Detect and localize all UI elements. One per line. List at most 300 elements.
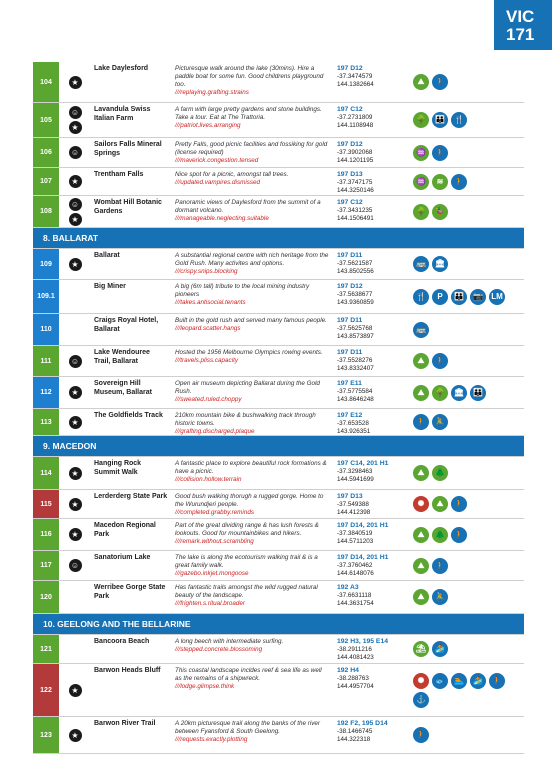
- latitude: -38.288763: [337, 675, 369, 682]
- rating-icons: [59, 377, 91, 408]
- activity-icons: [410, 103, 524, 137]
- rating-icons: [59, 457, 91, 489]
- longitude: 144.3250146: [337, 187, 374, 194]
- what3words-address: ///manageable.neglecting.suitable: [175, 215, 269, 222]
- activity-icon: 🌳: [413, 204, 429, 220]
- site-number: 122: [33, 664, 59, 716]
- site-name: Bancoora Beach: [94, 638, 150, 645]
- rating-icons: [59, 168, 91, 195]
- what3words-address: ///lodge.glimpse.think: [175, 683, 235, 690]
- longitude: 144.3631754: [337, 600, 374, 607]
- activity-icon: 🚶: [432, 74, 448, 90]
- activity-icon: ⛰: [413, 527, 429, 543]
- star-icon: ★: [69, 213, 82, 226]
- site-number: 114: [33, 457, 59, 489]
- activity-icon: 🚶: [489, 673, 505, 689]
- section-header: 8. BALLARAT: [33, 228, 524, 249]
- site-description: [171, 168, 334, 195]
- what3words-address: ///grafting.discharged.plaque: [175, 428, 255, 435]
- description-text: A fantastic place to explore beautiful rock formations & have a picnic.: [175, 460, 327, 475]
- what3words-address: ///collision.hollow.terrain: [175, 476, 242, 483]
- latitude: -37.3747175: [337, 179, 373, 186]
- what3words-address: ///updated.vampires.dismissed: [175, 179, 261, 186]
- site-name: Lerderderg State Park: [94, 493, 168, 500]
- coordinates: [334, 581, 410, 613]
- site-number: 109: [33, 249, 59, 279]
- site-number: 111: [33, 346, 59, 376]
- table-row[interactable]: [33, 519, 524, 551]
- rating-icons: [59, 280, 91, 313]
- latitude: -37.2731809: [337, 114, 373, 121]
- activity-icon: 👪: [451, 289, 467, 305]
- activity-icon: 📷: [470, 289, 486, 305]
- latitude: -37.3431235: [337, 207, 373, 214]
- description-text: A 20km picturesque trail along the banks of the river between Fyansford & South Geelong.: [175, 720, 321, 735]
- activity-icon: 🚴: [432, 414, 448, 430]
- table-row[interactable]: [33, 280, 524, 314]
- site-description: [171, 314, 334, 345]
- longitude: 144.6148076: [337, 570, 374, 577]
- map-reference: 197 D14, 201 H1: [337, 554, 389, 561]
- latitude: -37.3902068: [337, 149, 373, 156]
- star-icon: ★: [69, 498, 82, 511]
- activity-icon: 🏛: [432, 256, 448, 272]
- activity-icon: 🏄: [432, 641, 448, 657]
- activity-icon: ✺: [413, 673, 429, 689]
- longitude: 143.8332407: [337, 365, 374, 372]
- latitude: -37.549388: [337, 501, 369, 508]
- latitude: -37.5621587: [337, 260, 373, 267]
- map-reference: 197 C12: [337, 106, 363, 113]
- coordinates: [334, 196, 410, 227]
- site-name: Sovereign Hill Museum, Ballarat: [94, 380, 152, 396]
- coordinates: [334, 519, 410, 550]
- latitude: -38.2911216: [337, 646, 372, 653]
- longitude: 144.1506491: [337, 215, 374, 222]
- site-description: [171, 103, 334, 137]
- activity-icon: 🚶: [413, 727, 429, 743]
- site-description: [171, 519, 334, 550]
- site-number: 112: [33, 377, 59, 408]
- activity-icons: [410, 457, 524, 489]
- what3words-address: ///takes.antisocial.tenants: [175, 299, 246, 306]
- site-description: [171, 138, 334, 167]
- activity-icon: 🚶: [413, 414, 429, 430]
- activity-icon: 🌲: [432, 465, 448, 481]
- site-description: [171, 664, 334, 716]
- rating-icons: [59, 314, 91, 345]
- site-number: 110: [33, 314, 59, 345]
- activity-icon: ⛰: [413, 465, 429, 481]
- star-icon: ★: [69, 76, 82, 89]
- site-number: 109.1: [33, 280, 59, 313]
- activity-icons: [410, 664, 524, 716]
- site-name: Craigs Royal Hotel, Ballarat: [94, 317, 159, 333]
- site-number: 123: [33, 717, 59, 753]
- description-text: Built in the gold rush and served many famous people.: [175, 317, 327, 324]
- rating-icons: [59, 664, 91, 716]
- map-reference: 197 E11: [337, 380, 362, 387]
- latitude: -37.6631118: [337, 592, 372, 599]
- activity-icon: ⚓: [413, 692, 429, 708]
- map-reference: 197 D13: [337, 493, 363, 500]
- star-icon: ★: [69, 386, 82, 399]
- activity-icon: P: [432, 289, 448, 305]
- what3words-address: ///gazebo.inkjet.mongoose: [175, 570, 249, 577]
- activity-icons: [410, 280, 524, 313]
- activity-icon: 🚶: [432, 558, 448, 574]
- longitude: 143.926351: [337, 428, 371, 435]
- description-text: A farm with large pretty gardens and stone buildings. Take a tour. Eat at The Trattoria.: [175, 106, 322, 121]
- star-icon: ★: [69, 684, 82, 697]
- site-number: 105: [33, 103, 59, 137]
- site-description: [171, 280, 334, 313]
- activity-icons: [410, 377, 524, 408]
- activity-icons: [410, 581, 524, 613]
- map-reference: 197 D11: [337, 252, 363, 259]
- what3words-address: ///crispy.snips.blocking: [175, 268, 238, 275]
- coordinates: [334, 409, 410, 435]
- activity-icons: [410, 314, 524, 345]
- table-row[interactable]: [33, 249, 524, 280]
- activity-icons: [410, 138, 524, 167]
- site-name: Barwon River Trail: [94, 720, 156, 727]
- activity-icon: 🚴: [432, 589, 448, 605]
- activity-icons: [410, 551, 524, 580]
- longitude: 144.4957704: [337, 683, 374, 690]
- site-name: Wombat Hill Botanic Gardens: [94, 199, 162, 215]
- longitude: 144.5941699: [337, 476, 374, 483]
- map-reference: 197 D11: [337, 317, 363, 324]
- map-reference: 197 C12: [337, 199, 363, 206]
- table-row[interactable]: [33, 409, 524, 436]
- site-description: [171, 196, 334, 227]
- activity-icon: 🚶: [432, 145, 448, 161]
- what3words-address: ///patriot.lives.arranging: [175, 122, 241, 129]
- activity-icon: 🏛: [451, 385, 467, 401]
- site-number: 121: [33, 635, 59, 663]
- smiley-icon: ☺: [69, 198, 82, 211]
- site-description: [171, 551, 334, 580]
- site-name: Barwon Heads Bluff: [94, 667, 161, 674]
- activity-icon: 🌳: [413, 112, 429, 128]
- activity-icon: 🚶: [451, 496, 467, 512]
- longitude: 144.1201195: [337, 157, 374, 164]
- rating-icons: [59, 346, 91, 376]
- longitude: 144.1382664: [337, 81, 374, 88]
- site-description: [171, 635, 334, 663]
- coordinates: [334, 62, 410, 102]
- site-description: [171, 457, 334, 489]
- what3words-address: ///sweated.ruled.choppy: [175, 396, 242, 403]
- table-row[interactable]: [33, 62, 524, 103]
- site-description: [171, 717, 334, 753]
- description-text: This coastal landscape incldes reef & sea life as well as the remains of a shipwreck.: [175, 667, 322, 682]
- activity-icon: 🏊: [451, 673, 467, 689]
- rating-icons: [59, 635, 91, 663]
- activity-icon: 🚶: [451, 174, 467, 190]
- activity-icon: LM: [489, 289, 505, 305]
- activity-icons: [410, 635, 524, 663]
- what3words-address: ///frighten.s.ritual.broader: [175, 600, 246, 607]
- table-row[interactable]: [33, 717, 524, 754]
- activity-icon: 🦆: [432, 204, 448, 220]
- site-number: 104: [33, 62, 59, 102]
- latitude: -37.3298463: [337, 468, 373, 475]
- state-label: VIC: [506, 7, 535, 26]
- listing-table: [33, 62, 524, 754]
- rating-icons: [59, 551, 91, 580]
- description-text: Picturesque walk around the lake (30mins). Hire a paddle boat for some fun. Good childrens playground too.: [175, 65, 324, 88]
- map-reference: 192 H3, 195 E14: [337, 638, 389, 645]
- description-text: Has fantastic trails amongst the wild rugged natural beauty of the landscape.: [175, 584, 318, 599]
- star-icon: ★: [69, 121, 82, 134]
- rating-icons: [59, 196, 91, 227]
- description-text: Hosted the 1956 Melbourne Olympics rowing events.: [175, 349, 323, 356]
- activity-icon: 🏄: [470, 673, 486, 689]
- what3words-address: ///travels.pliss.capacity: [175, 357, 238, 364]
- longitude: 144.1108948: [337, 122, 374, 129]
- site-number: 116: [33, 519, 59, 550]
- map-reference: 192 H4: [337, 667, 359, 674]
- site-name: Sanatorium Lake: [94, 554, 151, 561]
- activity-icon: 🍴: [413, 289, 429, 305]
- rating-icons: [59, 490, 91, 518]
- site-number: 120: [33, 581, 59, 613]
- map-reference: 197 D12: [337, 65, 363, 72]
- description-text: 210km mountain bike & bushwalking track through historic towns.: [175, 412, 316, 427]
- site-number: 106: [33, 138, 59, 167]
- page-number: 171: [506, 25, 535, 44]
- table-row[interactable]: [33, 457, 524, 490]
- rating-icons: [59, 409, 91, 435]
- coordinates: [334, 377, 410, 408]
- activity-icon: 🚶: [451, 527, 467, 543]
- smiley-icon: ☺: [69, 559, 82, 572]
- table-row[interactable]: [33, 635, 524, 664]
- activity-icon: ⛰: [413, 74, 429, 90]
- rating-icons: [59, 519, 91, 550]
- activity-icon: 👪: [470, 385, 486, 401]
- star-icon: ★: [69, 467, 82, 480]
- rating-icons: [59, 103, 91, 137]
- description-text: Nice spot for a picnic, amongst tall trees.: [175, 171, 289, 178]
- coordinates: [334, 717, 410, 753]
- coordinates: [334, 280, 410, 313]
- site-number: 113: [33, 409, 59, 435]
- site-name: Hanging Rock Summit Walk: [94, 460, 142, 476]
- activity-icon: ♒: [413, 174, 429, 190]
- coordinates: [334, 457, 410, 489]
- activity-icon: 🚶: [432, 353, 448, 369]
- map-reference: 197 C14, 201 H1: [337, 460, 389, 467]
- rating-icons: [59, 138, 91, 167]
- rating-icons: [59, 62, 91, 102]
- activity-icons: [410, 409, 524, 435]
- page-tab: [494, 0, 552, 50]
- site-name: Big Miner: [94, 283, 126, 290]
- site-name: Ballarat: [94, 252, 120, 259]
- latitude: -37.5638677: [337, 291, 373, 298]
- section-header: 9. MACEDON: [33, 436, 524, 457]
- what3words-address: ///maverick.congestion.tensed: [175, 157, 259, 164]
- longitude: 144.322318: [337, 736, 371, 743]
- activity-icons: [410, 717, 524, 753]
- description-text: The lake is along the ecotourism walking trail & is a great family walk.: [175, 554, 318, 569]
- activity-icon: ⛰: [432, 496, 448, 512]
- site-name: Werribee Gorge State Park: [94, 584, 166, 600]
- description-text: A substantial regional centre with rich heritage from the Gold Rush. Many activites and options.: [175, 252, 329, 267]
- site-name: Macedon Regional Park: [94, 522, 156, 538]
- site-number: 117: [33, 551, 59, 580]
- activity-icons: [410, 168, 524, 195]
- smiley-icon: ☺: [69, 146, 82, 159]
- star-icon: ★: [69, 175, 82, 188]
- description-text: A long beech with intermediate surfing.: [175, 638, 284, 645]
- latitude: -37.3760462: [337, 562, 373, 569]
- table-row[interactable]: [33, 346, 524, 377]
- table-row[interactable]: [33, 664, 524, 717]
- site-name: Lavandula Swiss Italian Farm: [94, 106, 151, 122]
- coordinates: [334, 314, 410, 345]
- what3words-address: ///completed.grabby.reminds: [175, 509, 254, 516]
- section-header: 10. GEELONG AND THE BELLARINE: [33, 614, 524, 635]
- activity-icons: [410, 346, 524, 376]
- longitude: 144.412398: [337, 509, 371, 516]
- site-number: 107: [33, 168, 59, 195]
- activity-icon: 🚌: [413, 256, 429, 272]
- what3words-address: ///stepped.concrete.blossoming: [175, 646, 263, 653]
- rating-icons: [59, 581, 91, 613]
- site-name: Sailors Falls Mineral Springs: [94, 141, 162, 157]
- activity-icon: ≋: [432, 174, 448, 190]
- star-icon: ★: [69, 528, 82, 541]
- site-name: The Goldfields Track: [94, 412, 163, 419]
- longitude: 144.4081423: [337, 654, 374, 661]
- latitude: -37.3840519: [337, 530, 373, 537]
- activity-icons: [410, 490, 524, 518]
- activity-icons: [410, 62, 524, 102]
- longitude: 143.8502556: [337, 268, 374, 275]
- activity-icon: 🍴: [451, 112, 467, 128]
- map-reference: 197 D12: [337, 141, 363, 148]
- activity-icon: ⛰: [413, 353, 429, 369]
- what3words-address: ///replaying.grafting.strains: [175, 89, 249, 96]
- latitude: -37.653528: [337, 420, 369, 427]
- coordinates: [334, 138, 410, 167]
- activity-icon: ⛰: [413, 589, 429, 605]
- site-number: 115: [33, 490, 59, 518]
- latitude: -38.1466745: [337, 728, 373, 735]
- activity-icons: [410, 249, 524, 279]
- coordinates: [334, 551, 410, 580]
- longitude: 143.8646248: [337, 396, 374, 403]
- site-number: 108: [33, 196, 59, 227]
- activity-icon: ♒: [413, 145, 429, 161]
- description-text: Open air museum depicting Ballarat during the Gold Rush.: [175, 380, 320, 395]
- longitude: 144.5711203: [337, 538, 374, 545]
- map-reference: 197 D12: [337, 283, 363, 290]
- activity-icon: 🌲: [432, 527, 448, 543]
- longitude: 143.9360859: [337, 299, 374, 306]
- activity-icon: 🐟: [432, 673, 448, 689]
- activity-icon: 🚌: [413, 322, 429, 338]
- map-reference: 197 D11: [337, 349, 363, 356]
- site-description: [171, 581, 334, 613]
- latitude: -37.5528276: [337, 357, 373, 364]
- coordinates: [334, 664, 410, 716]
- map-reference: 197 D14, 201 H1: [337, 522, 389, 529]
- description-text: Good bush walking thorugh a rugged gorge. Home to the Wurundjeri people.: [175, 493, 324, 508]
- site-description: [171, 377, 334, 408]
- map-reference: 197 E12: [337, 412, 363, 419]
- star-icon: ★: [69, 258, 82, 271]
- description-text: Panoramic views of Daylesford from the summit of a dormant volcano.: [175, 199, 321, 214]
- activity-icon: ⛰: [413, 385, 429, 401]
- table-row[interactable]: [33, 168, 524, 196]
- star-icon: ★: [69, 416, 82, 429]
- site-description: [171, 346, 334, 376]
- latitude: -37.3474579: [337, 73, 373, 80]
- longitude: 143.8573897: [337, 333, 374, 340]
- what3words-address: ///leopard.scatter.hangs: [175, 325, 241, 332]
- what3words-address: ///requests.exactly.plotting: [175, 736, 248, 743]
- rating-icons: [59, 249, 91, 279]
- coordinates: [334, 635, 410, 663]
- latitude: -37.5625768: [337, 325, 373, 332]
- site-name: Lake Wendouree Trail, Ballarat: [94, 349, 150, 365]
- table-row[interactable]: [33, 103, 524, 138]
- smiley-icon: ☺: [69, 355, 82, 368]
- table-row[interactable]: [33, 138, 524, 168]
- activity-icons: [410, 519, 524, 550]
- map-reference: 197 D13: [337, 171, 363, 178]
- what3words-address: ///remark.without.scrambling: [175, 538, 254, 545]
- smiley-icon: ☺: [69, 106, 82, 119]
- table-row[interactable]: [33, 196, 524, 228]
- site-description: [171, 409, 334, 435]
- activity-icons: [410, 196, 524, 227]
- coordinates: [334, 103, 410, 137]
- description-text: Pretty Falls, good picnic facilities and fossiking for gold (license required): [175, 141, 328, 156]
- site-description: [171, 490, 334, 518]
- activity-icon: 🌳: [432, 385, 448, 401]
- map-reference: 192 F2, 195 D14: [337, 720, 388, 727]
- star-icon: ★: [69, 729, 82, 742]
- site-name: Lake Daylesford: [94, 65, 149, 72]
- table-row[interactable]: [33, 314, 524, 346]
- site-name: Trentham Falls: [94, 171, 144, 178]
- activity-icon: ✺: [413, 496, 429, 512]
- coordinates: [334, 346, 410, 376]
- coordinates: [334, 490, 410, 518]
- map-reference: 192 A3: [337, 584, 359, 591]
- activity-icon: ⛰: [413, 558, 429, 574]
- table-row[interactable]: [33, 551, 524, 581]
- description-text: Part of the great dividing range & has lush forests & lookouts. Good for mountainbikes and hikers.: [175, 522, 319, 537]
- site-description: [171, 249, 334, 279]
- activity-icon: 👪: [432, 112, 448, 128]
- site-description: [171, 62, 334, 102]
- coordinates: [334, 168, 410, 195]
- latitude: -37.5775584: [337, 388, 373, 395]
- rating-icons: [59, 717, 91, 753]
- table-row[interactable]: [33, 377, 524, 409]
- activity-icon: ⛱: [413, 641, 429, 657]
- table-row[interactable]: [33, 581, 524, 614]
- table-row[interactable]: [33, 490, 524, 519]
- coordinates: [334, 249, 410, 279]
